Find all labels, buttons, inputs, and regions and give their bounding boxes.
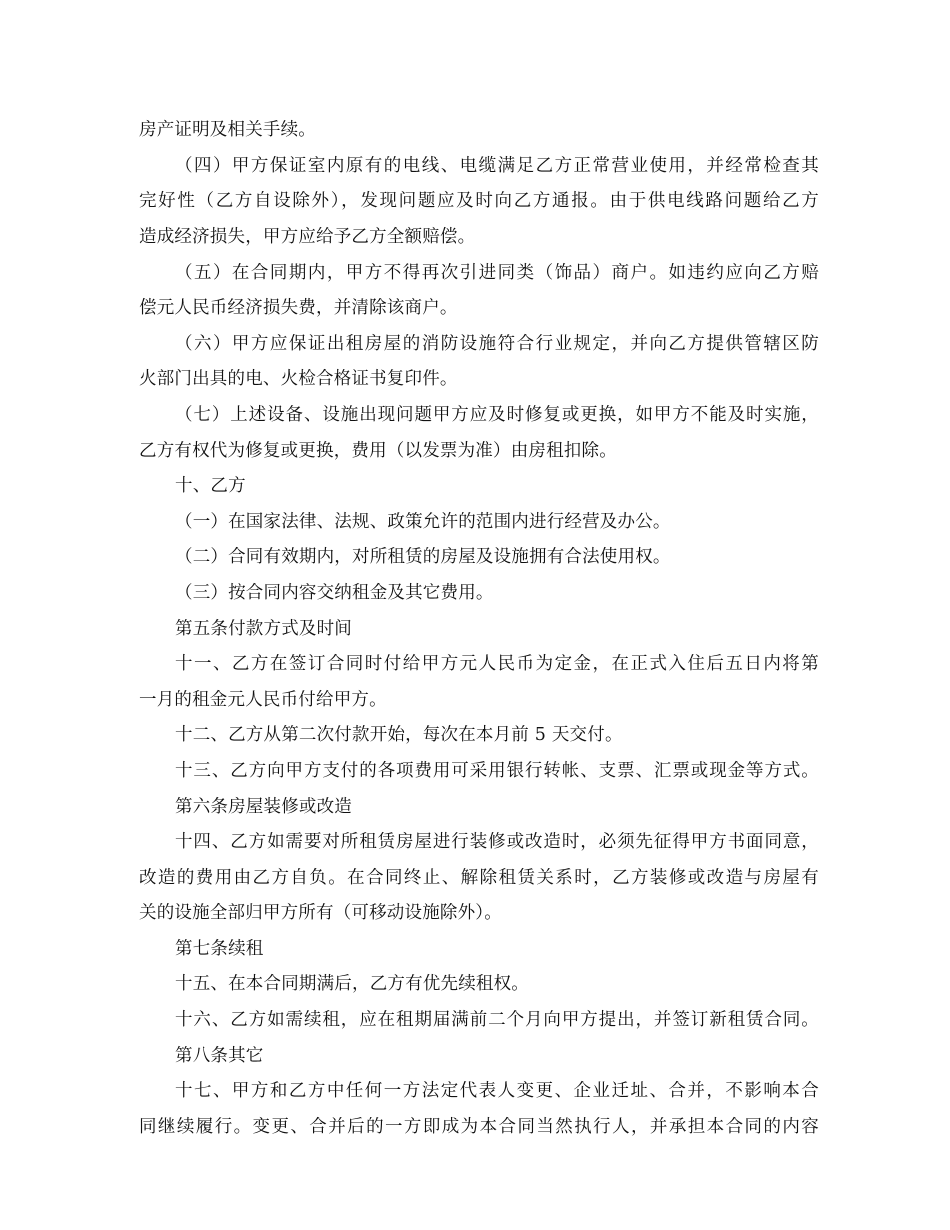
text-line-2: （四）甲方保证室内原有的电线、电缆满足乙方正常营业使用，并经常检查其 <box>175 156 819 176</box>
text-line-29: 同继续履行。变更、合并后的一方即成为本合同当然执行人，并承担本合同的内容 <box>139 1117 819 1137</box>
text-line-23: 关的设施全部归甲方所有（可移动设施除外）。 <box>139 903 502 923</box>
text-line-26: 十六、乙方如需续租，应在租期届满前二个月向甲方提出，并签订新租赁合同。 <box>175 1010 819 1030</box>
text-line-19: 十三、乙方向甲方支付的各项费用可采用银行转帐、支票、汇票或现金等方式。 <box>175 761 819 781</box>
article-heading-5: 第五条付款方式及时间 <box>175 619 352 639</box>
text-line-3: 完好性（乙方自设除外），发现问题应及时向乙方通报。由于供电线路问题给乙方 <box>139 191 819 211</box>
article-heading-6: 第六条房屋装修或改造 <box>175 797 352 817</box>
article-heading-8: 第八条其它 <box>175 1046 264 1066</box>
text-line-21: 十四、乙方如需要对所租赁房屋进行装修或改造时，必须先征得甲方书面同意， <box>175 832 819 852</box>
text-line-16: 十一、乙方在签订合同时付给甲方元人民币为定金，在正式入住后五日内将第 <box>175 654 819 674</box>
text-line-12: （一）在国家法律、法规、政策允许的范围内进行经营及办公。 <box>175 512 671 532</box>
text-line-6: 偿元人民币经济损失费，并清除该商户。 <box>139 298 458 318</box>
text-line-13: （二）合同有效期内，对所租赁的房屋及设施拥有合法使用权。 <box>175 547 671 567</box>
article-heading-7: 第七条续租 <box>175 939 264 959</box>
section-heading-party-b: 十、乙方 <box>175 476 246 496</box>
text-line-5: （五）在合同期内，甲方不得再次引进同类（饰品）商户。如违约应向乙方赔 <box>175 263 819 283</box>
text-line-22: 改造的费用由乙方自负。在合同终止、解除租赁关系时，乙方装修或改造与房屋有 <box>139 868 819 888</box>
text-line-18: 十二、乙方从第二次付款开始，每次在本月前 5 天交付。 <box>175 725 623 745</box>
text-line-14: （三）按合同内容交纳租金及其它费用。 <box>175 583 494 603</box>
text-line-17: 一月的租金元人民币付给甲方。 <box>139 690 387 710</box>
text-line-28: 十七、甲方和乙方中任何一方法定代表人变更、企业迁址、合并，不影响本合 <box>175 1081 819 1101</box>
text-line-4: 造成经济损失，甲方应给予乙方全额赔偿。 <box>139 227 476 247</box>
text-line-25: 十五、在本合同期满后，乙方有优先续租权。 <box>175 974 529 994</box>
text-line-9: （七）上述设备、设施出现问题甲方应及时修复或更换，如甲方不能及时实施， <box>175 405 819 425</box>
text-line-1: 房产证明及相关手续。 <box>139 120 316 140</box>
text-line-8: 火部门出具的电、火检合格证书复印件。 <box>139 369 458 389</box>
text-line-7: （六）甲方应保证出租房屋的消防设施符合行业规定，并向乙方提供管辖区防 <box>175 334 819 354</box>
text-line-10: 乙方有权代为修复或更换，费用（以发票为准）由房租扣除。 <box>139 441 617 461</box>
